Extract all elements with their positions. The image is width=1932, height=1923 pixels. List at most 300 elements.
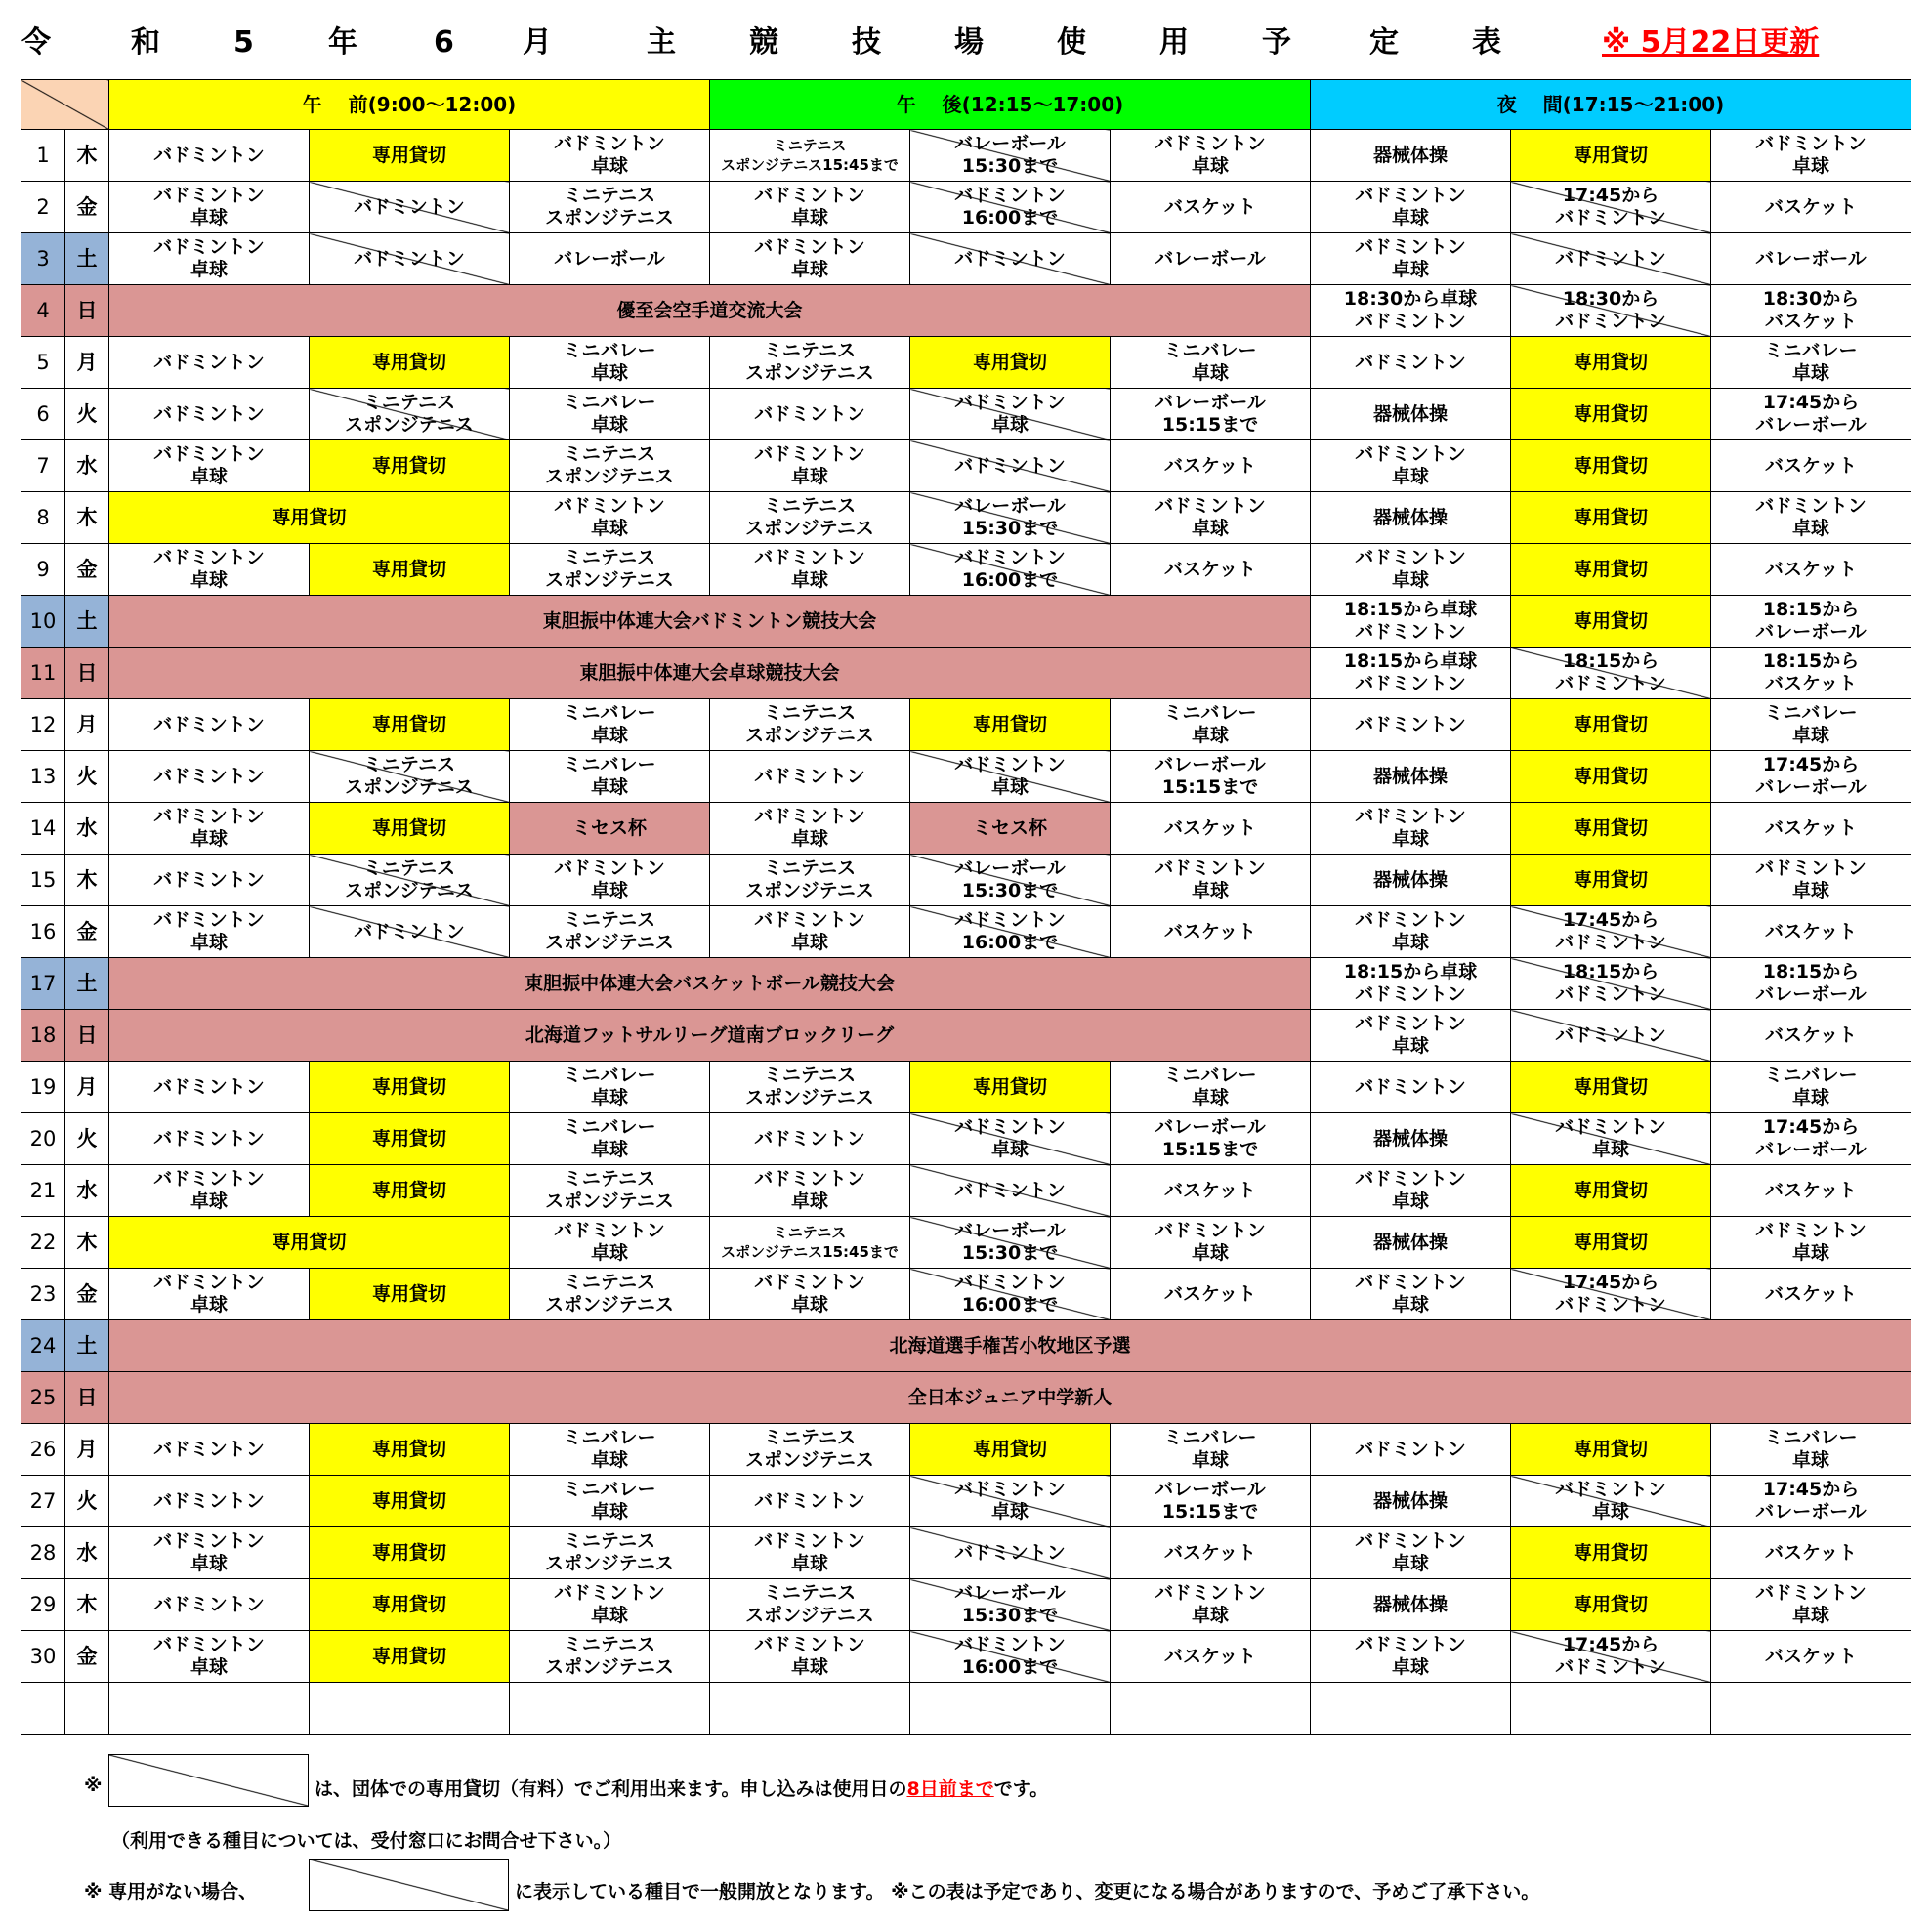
day-of-week: 月: [65, 1424, 109, 1476]
exclusive-rental-cell: 専用貸切: [1511, 337, 1711, 389]
slot-cell: バレーボール 15:15まで: [1111, 389, 1311, 440]
day-number: 7: [21, 440, 65, 492]
slot-cell: [510, 1683, 710, 1735]
slot-cell: 17:45から バレーボール: [1711, 389, 1911, 440]
slot-cell-slashed: 17:45から バドミントン: [1511, 1631, 1711, 1683]
exclusive-rental-cell: 専用貸切: [1511, 1579, 1711, 1631]
day-of-week: 土: [65, 958, 109, 1010]
slot-cell-slashed: ミニテニス スポンジテニス: [310, 751, 510, 803]
day-of-week: 木: [65, 1579, 109, 1631]
schedule-row: [21, 1683, 1911, 1735]
afternoon-header: 午 後(12:15～17:00): [710, 80, 1311, 130]
slot-cell: バドミントン: [109, 130, 310, 182]
slot-cell-slashed: バレーボール 15:30まで: [910, 855, 1111, 906]
day-of-week: 木: [65, 1217, 109, 1269]
slot-cell: バドミントン 卓球: [109, 182, 310, 233]
schedule-row: [21, 1062, 1911, 1113]
slot-cell: バドミントン: [710, 1476, 910, 1527]
slot-cell: バドミントン: [109, 855, 310, 906]
slot-cell: バドミントン 卓球: [109, 544, 310, 596]
event-cell: 北海道フットサルリーグ道南ブロックリーグ: [109, 1010, 1311, 1062]
slot-cell-slashed: バドミントン 卓球: [910, 1113, 1111, 1165]
exclusive-rental-cell: 専用貸切: [310, 1476, 510, 1527]
day-of-week: 金: [65, 544, 109, 596]
slot-cell: ミニバレー 卓球: [510, 337, 710, 389]
slot-cell: バドミントン 卓球: [109, 803, 310, 855]
slot-cell-slashed: バドミントン 卓球: [910, 751, 1111, 803]
slot-cell: ミニバレー 卓球: [1111, 1062, 1311, 1113]
exclusive-rental-cell: 専用貸切: [310, 1631, 510, 1683]
day-of-week: 日: [65, 648, 109, 699]
slot-cell: バドミントン: [1311, 699, 1511, 751]
day-number: 23: [21, 1269, 65, 1320]
exclusive-rental-cell: 専用貸切: [310, 130, 510, 182]
title-char: 和: [131, 25, 160, 60]
note-exclusive-end: です。: [993, 1778, 1049, 1800]
day-of-week: 木: [65, 130, 109, 182]
slot-cell-slashed: バドミントン: [310, 182, 510, 233]
note-open-text: に表示している種目で一般開放となります。 ※この表は予定であり、変更になる場合がありますので、予めご了承下さい。: [515, 1881, 1540, 1902]
slot-cell: ミニテニス スポンジテニス: [510, 182, 710, 233]
slot-cell: バスケット: [1711, 803, 1911, 855]
schedule-row: [21, 544, 1911, 596]
slot-cell: 器械体操: [1311, 1579, 1511, 1631]
day-of-week: [65, 1683, 109, 1735]
slot-cell: バレーボール 15:15まで: [1111, 1113, 1311, 1165]
slot-cell: バドミントン 卓球: [1711, 855, 1911, 906]
slot-cell: バレーボール 15:15まで: [1111, 751, 1311, 803]
schedule-row: [21, 233, 1911, 285]
schedule-row: [21, 130, 1911, 182]
note-mark: ※: [84, 1775, 103, 1796]
exclusive-rental-cell: 専用貸切: [1511, 389, 1711, 440]
slot-cell-slashed: バドミントン 16:00まで: [910, 1631, 1111, 1683]
event-cell: 東胆振中体連大会バドミントン競技大会: [109, 596, 1311, 648]
schedule-row: [21, 958, 1911, 1010]
day-number: 19: [21, 1062, 65, 1113]
schedule-row: [21, 389, 1911, 440]
slot-cell-slashed: 18:15から バドミントン: [1511, 648, 1711, 699]
day-number: 12: [21, 699, 65, 751]
exclusive-rental-cell: 専用貸切: [310, 1527, 510, 1579]
slot-cell-slashed: バドミントン: [910, 233, 1111, 285]
day-number: 9: [21, 544, 65, 596]
day-of-week: 土: [65, 596, 109, 648]
slot-cell: バスケット: [1111, 1269, 1311, 1320]
title-char: 主: [647, 25, 676, 60]
schedule-row: [21, 337, 1911, 389]
slot-cell: 18:15から卓球 バドミントン: [1311, 958, 1511, 1010]
slot-cell-slashed: バドミントン: [1511, 233, 1711, 285]
day-of-week: 木: [65, 855, 109, 906]
day-number: 3: [21, 233, 65, 285]
exclusive-rental-cell: 専用貸切: [310, 699, 510, 751]
slot-cell: バスケット: [1711, 182, 1911, 233]
exclusive-rental-cell: 専用貸切: [109, 1217, 510, 1269]
slot-cell: バドミントン 卓球: [1311, 544, 1511, 596]
slot-cell: 17:45から バレーボール: [1711, 1113, 1911, 1165]
title-char: 年: [328, 25, 357, 60]
slot-cell: バスケット: [1711, 1269, 1911, 1320]
slot-cell: バスケット: [1711, 544, 1911, 596]
morning-header: 午 前(9:00～12:00): [109, 80, 710, 130]
schedule-row: [21, 1424, 1911, 1476]
slot-cell: ミニテニス スポンジテニス: [710, 699, 910, 751]
day-number: 29: [21, 1579, 65, 1631]
slot-cell: バスケット: [1111, 182, 1311, 233]
slot-cell-slashed: バドミントン: [310, 906, 510, 958]
slot-cell: 18:15から卓球 バドミントン: [1311, 648, 1511, 699]
slot-cell: [1511, 1683, 1711, 1735]
slot-cell: バスケット: [1711, 1010, 1911, 1062]
slot-cell: 17:45から バレーボール: [1711, 751, 1911, 803]
slot-cell: ミニバレー 卓球: [510, 1062, 710, 1113]
exclusive-rental-cell: 専用貸切: [310, 1113, 510, 1165]
slot-cell: バドミントン 卓球: [1111, 130, 1311, 182]
slot-cell: バドミントン 卓球: [710, 906, 910, 958]
slot-cell: バドミントン 卓球: [109, 1269, 310, 1320]
slot-cell-slashed: 17:45から バドミントン: [1511, 182, 1711, 233]
day-number: 4: [21, 285, 65, 337]
slot-cell: ミニテニス スポンジテニス: [510, 1165, 710, 1217]
slot-cell: バドミントン: [109, 389, 310, 440]
slot-cell-slashed: バドミントン: [310, 233, 510, 285]
exclusive-rental-cell: 専用貸切: [910, 1424, 1111, 1476]
slot-cell: 17:45から バレーボール: [1711, 1476, 1911, 1527]
title-char: 表: [1472, 25, 1501, 60]
exclusive-rental-cell: 専用貸切: [310, 440, 510, 492]
slot-cell: バドミントン 卓球: [1111, 855, 1311, 906]
title-char: 予: [1262, 25, 1291, 60]
exclusive-rental-cell: 専用貸切: [310, 544, 510, 596]
slot-cell: バドミントン 卓球: [1711, 1579, 1911, 1631]
slot-cell: ミニバレー 卓球: [1111, 699, 1311, 751]
slot-cell: [1311, 1683, 1511, 1735]
slot-cell: バドミントン: [109, 1579, 310, 1631]
slot-cell: バドミントン 卓球: [1111, 1217, 1311, 1269]
slot-cell-slashed: バドミントン: [910, 440, 1111, 492]
schedule-row: [21, 1010, 1911, 1062]
slot-cell: 18:15から バスケット: [1711, 648, 1911, 699]
slot-cell-slashed: バレーボール 15:30まで: [910, 492, 1111, 544]
slot-cell: ミニバレー 卓球: [1711, 1062, 1911, 1113]
slot-cell: バドミントン: [109, 1424, 310, 1476]
slot-cell: ミニテニス スポンジテニス: [510, 440, 710, 492]
day-of-week: 月: [65, 337, 109, 389]
schedule-row: [21, 1476, 1911, 1527]
day-number: [21, 1683, 65, 1735]
slot-cell-slashed: 17:45から バドミントン: [1511, 1269, 1711, 1320]
slot-cell: バドミントン 卓球: [710, 1527, 910, 1579]
schedule-row: [21, 906, 1911, 958]
schedule-row: [21, 648, 1911, 699]
title-char: 月: [523, 25, 552, 60]
slot-cell: 器械体操: [1311, 1113, 1511, 1165]
note-deadline: 8日前まで: [906, 1778, 994, 1800]
slot-cell: バドミントン 卓球: [109, 906, 310, 958]
slot-cell: 器械体操: [1311, 389, 1511, 440]
exclusive-rental-cell: 専用貸切: [1511, 1165, 1711, 1217]
slot-cell: 18:15から卓球 バドミントン: [1311, 596, 1511, 648]
slot-cell: バドミントン 卓球: [1311, 1165, 1511, 1217]
slot-cell: 器械体操: [1311, 492, 1511, 544]
evening-header: 夜 間(17:15～21:00): [1311, 80, 1911, 130]
day-of-week: 金: [65, 1269, 109, 1320]
schedule-row: [21, 596, 1911, 648]
slot-cell: バレーボール: [510, 233, 710, 285]
slot-cell: バスケット: [1111, 906, 1311, 958]
slot-cell: バスケット: [1111, 1631, 1311, 1683]
slot-cell: バドミントン 卓球: [510, 492, 710, 544]
exclusive-rental-cell: 専用貸切: [310, 1165, 510, 1217]
schedule-row: [21, 855, 1911, 906]
event-cell: 全日本ジュニア中学新人: [109, 1372, 1911, 1424]
slot-cell-slashed: バドミントン 16:00まで: [910, 182, 1111, 233]
slot-cell: バスケット: [1711, 1165, 1911, 1217]
title-char: 5: [233, 25, 254, 60]
slot-cell: バドミントン 卓球: [710, 1165, 910, 1217]
exclusive-rental-cell: 専用貸切: [910, 699, 1111, 751]
schedule-row: [21, 440, 1911, 492]
day-of-week: 火: [65, 1476, 109, 1527]
day-number: 1: [21, 130, 65, 182]
title-char: 使: [1057, 25, 1086, 60]
slot-cell-slashed: バレーボール 15:30まで: [910, 130, 1111, 182]
slot-cell: ミニテニス スポンジテニス15:45まで: [710, 1217, 910, 1269]
slot-cell: 器械体操: [1311, 130, 1511, 182]
slot-cell-slashed: バドミントン 16:00まで: [910, 544, 1111, 596]
exclusive-rental-cell: 専用貸切: [1511, 440, 1711, 492]
slot-cell-slashed: バドミントン 卓球: [1511, 1113, 1711, 1165]
slot-cell-slashed: バレーボール 15:30まで: [910, 1217, 1111, 1269]
schedule-row: [21, 751, 1911, 803]
day-of-week: 月: [65, 699, 109, 751]
slot-cell: バレーボール: [1711, 233, 1911, 285]
day-of-week: 月: [65, 1062, 109, 1113]
slot-cell: バドミントン 卓球: [109, 1165, 310, 1217]
exclusive-rental-cell: 専用貸切: [1511, 492, 1711, 544]
schedule-row: [21, 1372, 1911, 1424]
title-char: 場: [954, 25, 984, 60]
day-of-week: 土: [65, 233, 109, 285]
slot-cell: ミニテニス スポンジテニス: [710, 855, 910, 906]
slot-cell: ミニテニス スポンジテニス: [510, 1527, 710, 1579]
slot-cell: バスケット: [1111, 803, 1311, 855]
slot-cell: バドミントン 卓球: [1711, 492, 1911, 544]
exclusive-rental-cell: 専用貸切: [1511, 544, 1711, 596]
day-number: 16: [21, 906, 65, 958]
slot-cell: バドミントン 卓球: [109, 1631, 310, 1683]
slot-cell: 18:30から バスケット: [1711, 285, 1911, 337]
schedule-row: [21, 1579, 1911, 1631]
title-char: 令: [21, 25, 51, 60]
title-char: 6: [434, 25, 454, 60]
title-char: 競: [749, 25, 778, 60]
schedule-row: [21, 1269, 1911, 1320]
schedule-row: [21, 1631, 1911, 1683]
day-of-week: 火: [65, 751, 109, 803]
slot-cell: バドミントン: [109, 1113, 310, 1165]
slot-cell: バドミントン 卓球: [710, 544, 910, 596]
slot-cell: バドミントン 卓球: [1311, 906, 1511, 958]
slot-cell: バスケット: [1111, 544, 1311, 596]
slot-cell: バスケット: [1111, 1165, 1311, 1217]
schedule-row: [21, 803, 1911, 855]
slot-cell: ミニバレー 卓球: [510, 1476, 710, 1527]
day-of-week: 金: [65, 1631, 109, 1683]
slot-cell: ミニテニス スポンジテニス: [510, 1631, 710, 1683]
slot-cell: バレーボール: [1111, 233, 1311, 285]
day-of-week: 木: [65, 492, 109, 544]
slot-cell: ミニバレー 卓球: [1711, 1424, 1911, 1476]
day-of-week: 火: [65, 389, 109, 440]
slot-cell: 器械体操: [1311, 751, 1511, 803]
slot-cell-slashed: バドミントン 16:00まで: [910, 1269, 1111, 1320]
day-number: 28: [21, 1527, 65, 1579]
exclusive-rental-cell: 専用貸切: [310, 1269, 510, 1320]
slot-cell: バドミントン 卓球: [710, 233, 910, 285]
slot-cell: バドミントン 卓球: [109, 233, 310, 285]
slot-cell: ミニテニス スポンジテニス15:45まで: [710, 130, 910, 182]
slot-cell: バドミントン 卓球: [710, 1269, 910, 1320]
schedule-row: [21, 285, 1911, 337]
slot-cell: バドミントン 卓球: [109, 1527, 310, 1579]
slot-cell: バドミントン 卓球: [1311, 1010, 1511, 1062]
slot-cell-slashed: バドミントン: [1511, 1010, 1711, 1062]
event-cell: 優至会空手道交流大会: [109, 285, 1311, 337]
schedule-row: [21, 1527, 1911, 1579]
slot-cell: バドミントン: [710, 1113, 910, 1165]
slot-cell: [710, 1683, 910, 1735]
slot-cell: バドミントン: [109, 337, 310, 389]
schedule-row: [21, 492, 1911, 544]
slot-cell: バスケット: [1111, 440, 1311, 492]
day-number: 2: [21, 182, 65, 233]
slot-cell: バドミントン 卓球: [710, 182, 910, 233]
day-number: 11: [21, 648, 65, 699]
exclusive-rental-cell: 専用貸切: [1511, 130, 1711, 182]
slot-cell: バドミントン 卓球: [510, 1217, 710, 1269]
schedule-table: [21, 79, 1911, 1735]
slot-cell: ミセス杯: [910, 803, 1111, 855]
slot-cell: バドミントン 卓球: [1311, 1631, 1511, 1683]
day-number: 14: [21, 803, 65, 855]
slot-cell: 器械体操: [1311, 1217, 1511, 1269]
exclusive-rental-cell: 専用貸切: [310, 337, 510, 389]
slot-cell: ミニテニス スポンジテニス: [710, 1424, 910, 1476]
exclusive-rental-cell: 専用貸切: [310, 1424, 510, 1476]
day-number: 24: [21, 1320, 65, 1372]
schedule-row: [21, 699, 1911, 751]
slot-cell: バスケット: [1711, 906, 1911, 958]
day-number: 18: [21, 1010, 65, 1062]
exclusive-rental-cell: 専用貸切: [1511, 596, 1711, 648]
slot-cell: バドミントン 卓球: [1311, 182, 1511, 233]
slot-cell: バドミントン 卓球: [1111, 492, 1311, 544]
slot-cell: バドミントン 卓球: [1711, 130, 1911, 182]
slot-cell: バドミントン: [710, 389, 910, 440]
day-number: 17: [21, 958, 65, 1010]
day-of-week: 金: [65, 906, 109, 958]
day-number: 22: [21, 1217, 65, 1269]
slot-cell: ミニバレー 卓球: [510, 389, 710, 440]
event-cell: 北海道選手権苫小牧地区予選: [109, 1320, 1911, 1372]
slot-cell: バスケット: [1711, 1631, 1911, 1683]
note-exclusive-text: は、団体での専用貸切（有料）でご利用出来ます。申し込みは使用日の: [315, 1778, 907, 1800]
title-char: 用: [1159, 25, 1189, 60]
slot-cell: バドミントン 卓球: [1111, 1579, 1311, 1631]
exclusive-rental-cell: 専用貸切: [1511, 1062, 1711, 1113]
slot-cell-slashed: バドミントン 卓球: [1511, 1476, 1711, 1527]
slot-cell-slashed: バレーボール 15:30まで: [910, 1579, 1111, 1631]
slot-cell: バスケット: [1111, 1527, 1311, 1579]
slot-cell: ミニテニス スポンジテニス: [710, 1579, 910, 1631]
exclusive-rental-cell: 専用貸切: [1511, 1527, 1711, 1579]
slot-cell: バドミントン: [109, 699, 310, 751]
slot-cell: ミニバレー 卓球: [510, 751, 710, 803]
exclusive-rental-cell: 専用貸切: [310, 803, 510, 855]
event-cell: 東胆振中体連大会卓球競技大会: [109, 648, 1311, 699]
slot-cell: バドミントン 卓球: [1311, 233, 1511, 285]
slot-cell: 器械体操: [1311, 1476, 1511, 1527]
slot-cell: バドミントン 卓球: [1311, 1269, 1511, 1320]
slot-cell: [109, 1683, 310, 1735]
slot-cell: ミニバレー 卓球: [510, 1113, 710, 1165]
slot-cell-slashed: ミニテニス スポンジテニス: [310, 855, 510, 906]
slot-cell: ミニテニス スポンジテニス: [710, 1062, 910, 1113]
slot-cell: [1111, 1683, 1311, 1735]
note-inquiry: （利用できる種目については、受付窓口にお問合せ下さい。）: [111, 1830, 622, 1852]
slot-cell: 18:15から バレーボール: [1711, 596, 1911, 648]
slot-cell: バドミントン 卓球: [510, 130, 710, 182]
day-of-week: 土: [65, 1320, 109, 1372]
slot-cell: バドミントン 卓球: [710, 803, 910, 855]
exclusive-rental-cell: 専用貸切: [109, 492, 510, 544]
day-number: 26: [21, 1424, 65, 1476]
slot-cell: バドミントン 卓球: [1311, 440, 1511, 492]
exclusive-rental-cell: 専用貸切: [1511, 1217, 1711, 1269]
corner-cell: [21, 80, 109, 130]
slot-cell-slashed: バドミントン: [910, 1165, 1111, 1217]
slot-cell: ミニテニス スポンジテニス: [710, 492, 910, 544]
day-number: 30: [21, 1631, 65, 1683]
slot-cell-slashed: バドミントン: [910, 1527, 1111, 1579]
day-number: 20: [21, 1113, 65, 1165]
slot-cell-slashed: バドミントン 16:00まで: [910, 906, 1111, 958]
day-number: 10: [21, 596, 65, 648]
slot-cell-slashed: バドミントン 卓球: [910, 389, 1111, 440]
day-of-week: 火: [65, 1113, 109, 1165]
update-notice: ※ 5月22日更新: [1602, 25, 1820, 60]
slot-cell: ミセス杯: [510, 803, 710, 855]
slot-cell: バドミントン 卓球: [510, 1579, 710, 1631]
day-number: 27: [21, 1476, 65, 1527]
slot-cell: ミニバレー 卓球: [1711, 337, 1911, 389]
note-exclusive: [315, 1775, 1048, 1801]
day-number: 5: [21, 337, 65, 389]
slot-cell-slashed: 18:15から バドミントン: [1511, 958, 1711, 1010]
slot-cell: バスケット: [1711, 440, 1911, 492]
schedule-row: [21, 1320, 1911, 1372]
slot-cell: バドミントン 卓球: [710, 1631, 910, 1683]
day-number: 13: [21, 751, 65, 803]
day-number: 25: [21, 1372, 65, 1424]
slot-cell: バドミントン: [109, 751, 310, 803]
exclusive-rental-cell: 専用貸切: [1511, 751, 1711, 803]
slot-cell-slashed: 18:30から バドミントン: [1511, 285, 1711, 337]
title-char: 技: [852, 25, 881, 60]
slot-cell: ミニテニス スポンジテニス: [510, 1269, 710, 1320]
